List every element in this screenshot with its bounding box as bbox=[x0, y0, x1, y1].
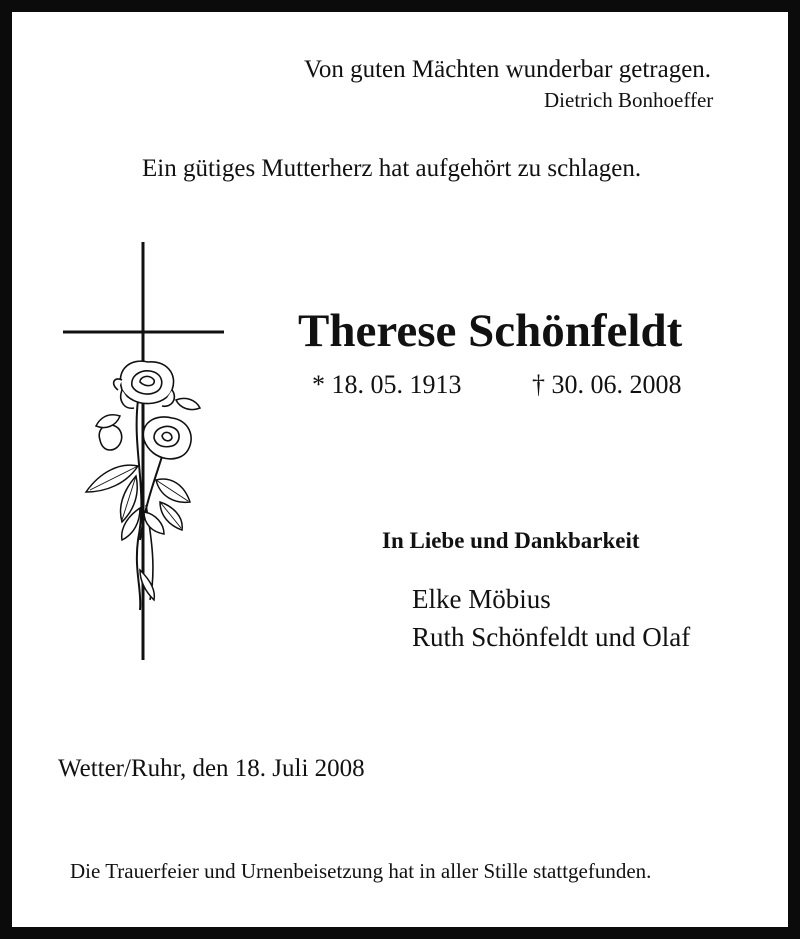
dedication: In Liebe und Dankbarkeit bbox=[382, 528, 640, 553]
death-date: † 30. 06. 2008 bbox=[532, 370, 682, 399]
mourner-name: Ruth Schönfeldt und Olaf bbox=[412, 622, 691, 652]
deceased-name: Therese Schönfeldt bbox=[298, 305, 683, 357]
place-date: Wetter/Ruhr, den 18. Juli 2008 bbox=[58, 755, 365, 782]
heart-line: Ein gütiges Mutterherz hat aufgehört zu schlagen. bbox=[142, 155, 642, 182]
cross-with-roses-icon bbox=[60, 240, 228, 665]
ceremony-note: Die Trauerfeier und Urnenbeisetzung hat in aller Stille stattgefunden. bbox=[70, 859, 652, 883]
mourner-name: Elke Möbius bbox=[412, 584, 551, 614]
motto-quote: Von guten Mächten wunderbar getragen. bbox=[304, 56, 712, 83]
birth-date: * 18. 05. 1913 bbox=[312, 370, 462, 399]
motto-author: Dietrich Bonhoeffer bbox=[544, 88, 714, 112]
